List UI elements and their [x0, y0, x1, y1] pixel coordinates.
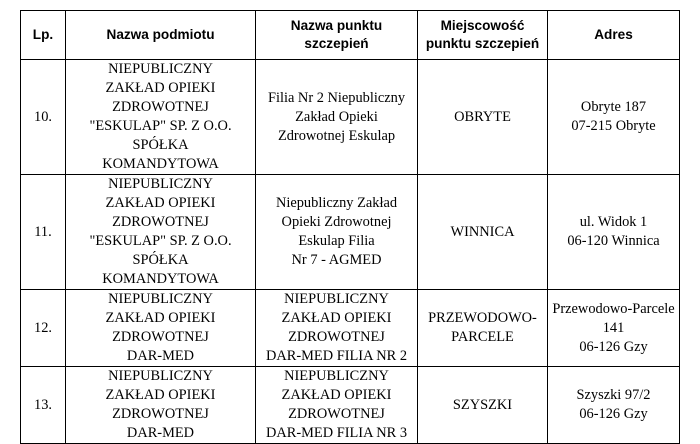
header-vaccination-point-name: Nazwa punktu szczepień [256, 11, 418, 60]
header-entity-name: Nazwa podmiotu [66, 11, 256, 60]
cell-lp: 11. [21, 175, 66, 290]
cell-vaccination-point-name: NIEPUBLICZNY ZAKŁAD OPIEKI ZDROWOTNEJ DAR-MED FILIA NR 3 [256, 367, 418, 444]
cell-vaccination-point-name: NIEPUBLICZNY ZAKŁAD OPIEKI ZDROWOTNEJ DAR-MED FILIA NR 2 [256, 290, 418, 367]
table-row [21, 175, 680, 290]
cell-vaccination-point-name: Filia Nr 2 Niepubliczny Zakład Opieki Zdrowotnej Eskulap [256, 60, 418, 175]
cell-locality: WINNICA [418, 175, 548, 290]
cell-lp: 10. [21, 60, 66, 175]
cell-locality: PRZEWODOWO- PARCELE [418, 290, 548, 367]
table-row [21, 290, 680, 367]
vaccination-points-table [20, 10, 680, 444]
table-row [21, 367, 680, 444]
cell-address: Obryte 187 07-215 Obryte [548, 60, 680, 175]
header-lp: Lp. [21, 11, 66, 60]
cell-lp: 12. [21, 290, 66, 367]
header-address: Adres [548, 11, 680, 60]
cell-entity-name: NIEPUBLICZNY ZAKŁAD OPIEKI ZDROWOTNEJ "ESKULAP" SP. Z O.O. SPÓŁKA KOMANDYTOWA [66, 175, 256, 290]
cell-entity-name: NIEPUBLICZNY ZAKŁAD OPIEKI ZDROWOTNEJ DAR-MED [66, 290, 256, 367]
table-row [21, 60, 680, 175]
cell-vaccination-point-name: Niepubliczny Zakład Opieki Zdrowotnej Eskulap Filia Nr 7 - AGMED [256, 175, 418, 290]
table-header-row [21, 11, 680, 60]
cell-entity-name: NIEPUBLICZNY ZAKŁAD OPIEKI ZDROWOTNEJ DAR-MED [66, 367, 256, 444]
cell-locality: OBRYTE [418, 60, 548, 175]
cell-entity-name: NIEPUBLICZNY ZAKŁAD OPIEKI ZDROWOTNEJ "ESKULAP" SP. Z O.O. SPÓŁKA KOMANDYTOWA [66, 60, 256, 175]
cell-address: Szyszki 97/2 06-126 Gzy [548, 367, 680, 444]
cell-address: Przewodowo-Parcele 141 06-126 Gzy [548, 290, 680, 367]
cell-locality: SZYSZKI [418, 367, 548, 444]
cell-address: ul. Widok 1 06-120 Winnica [548, 175, 680, 290]
cell-lp: 13. [21, 367, 66, 444]
header-locality: Miejscowość punktu szczepień [418, 11, 548, 60]
